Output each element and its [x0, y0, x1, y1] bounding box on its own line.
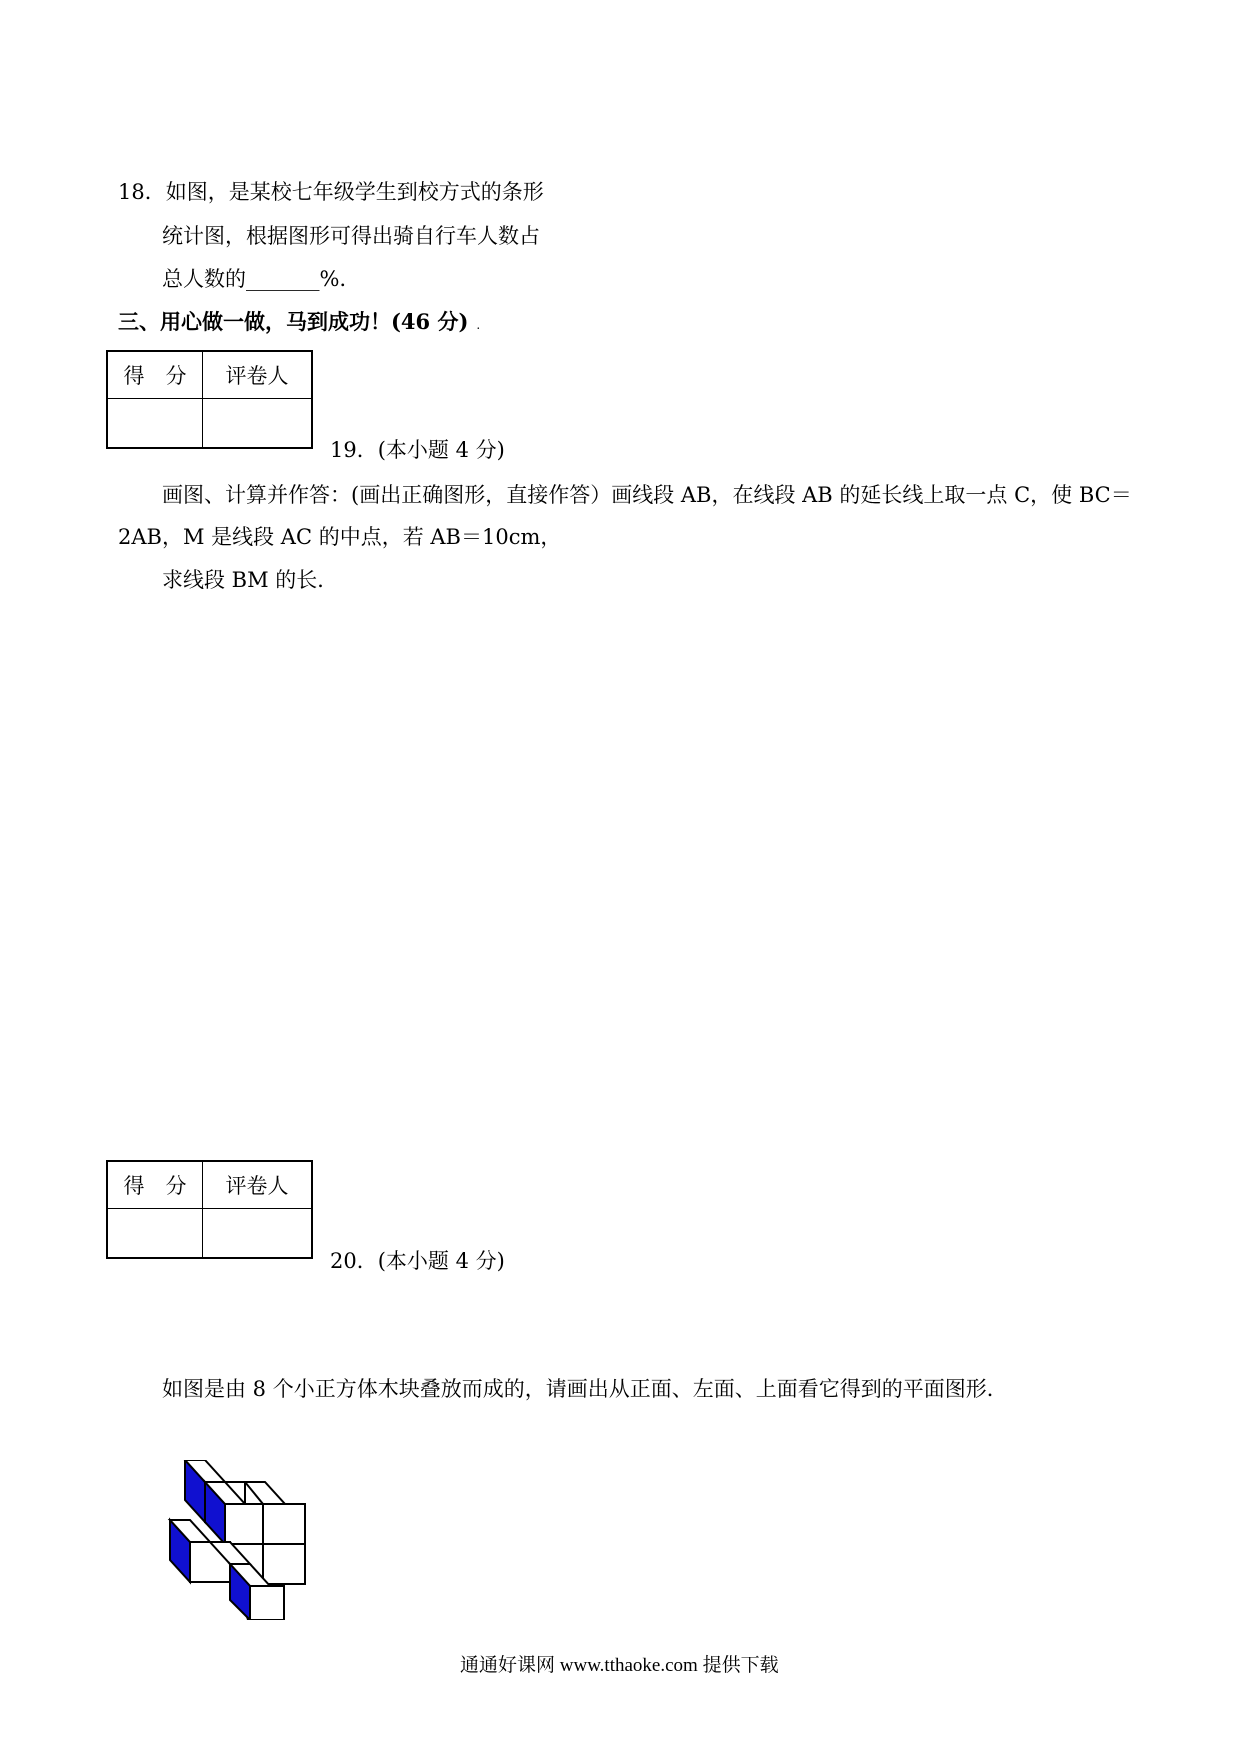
score-cell[interactable]	[107, 1209, 203, 1259]
section-3-heading	[118, 308, 480, 339]
q19-line-1: 画图、计算并作答：(画出正确图形，直接作答）画线段 AB，在线段 AB 的延长线上取一点 C，使 BC＝	[162, 483, 1132, 507]
score-table-q19	[106, 350, 313, 449]
score-header: 得 分	[107, 351, 203, 399]
q19-label: 19．(本小题 4 分)	[330, 438, 505, 462]
footer-text: 通通好课网 www.tthaoke.com 提供下载	[460, 1655, 779, 1676]
section-3-heading-text: 三、用心做一做，马到成功！(46 分)	[118, 309, 469, 334]
q18-line-1: 18．如图，是某校七年级学生到校方式的条形	[118, 180, 544, 204]
grader-header: 评卷人	[203, 351, 313, 399]
stacked-cubes-figure	[160, 1460, 320, 1620]
q19-line-3: 求线段 BM 的长．	[162, 568, 339, 592]
grader-cell[interactable]	[203, 399, 313, 449]
section-3-heading-dot: .	[476, 318, 481, 332]
q20-label: 20．(本小题 4 分)	[330, 1249, 505, 1273]
grader-header: 评卷人	[203, 1161, 313, 1209]
score-cell[interactable]	[107, 399, 203, 449]
cube-lower-right	[263, 1544, 305, 1584]
score-header: 得 分	[107, 1161, 203, 1209]
q19-line-2: 2AB，M 是线段 AC 的中点，若 AB＝10cm，	[118, 525, 562, 549]
q18-line-3: 总人数的_______%．	[162, 267, 361, 291]
grader-cell[interactable]	[203, 1209, 313, 1259]
score-table-q20	[106, 1160, 313, 1259]
q18-line-2: 统计图，根据图形可得出骑自行车人数占	[162, 224, 540, 248]
q20-text: 如图是由 8 个小正方体木块叠放而成的，请画出从正面、左面、上面看它得到的平面图形．	[162, 1377, 1008, 1401]
